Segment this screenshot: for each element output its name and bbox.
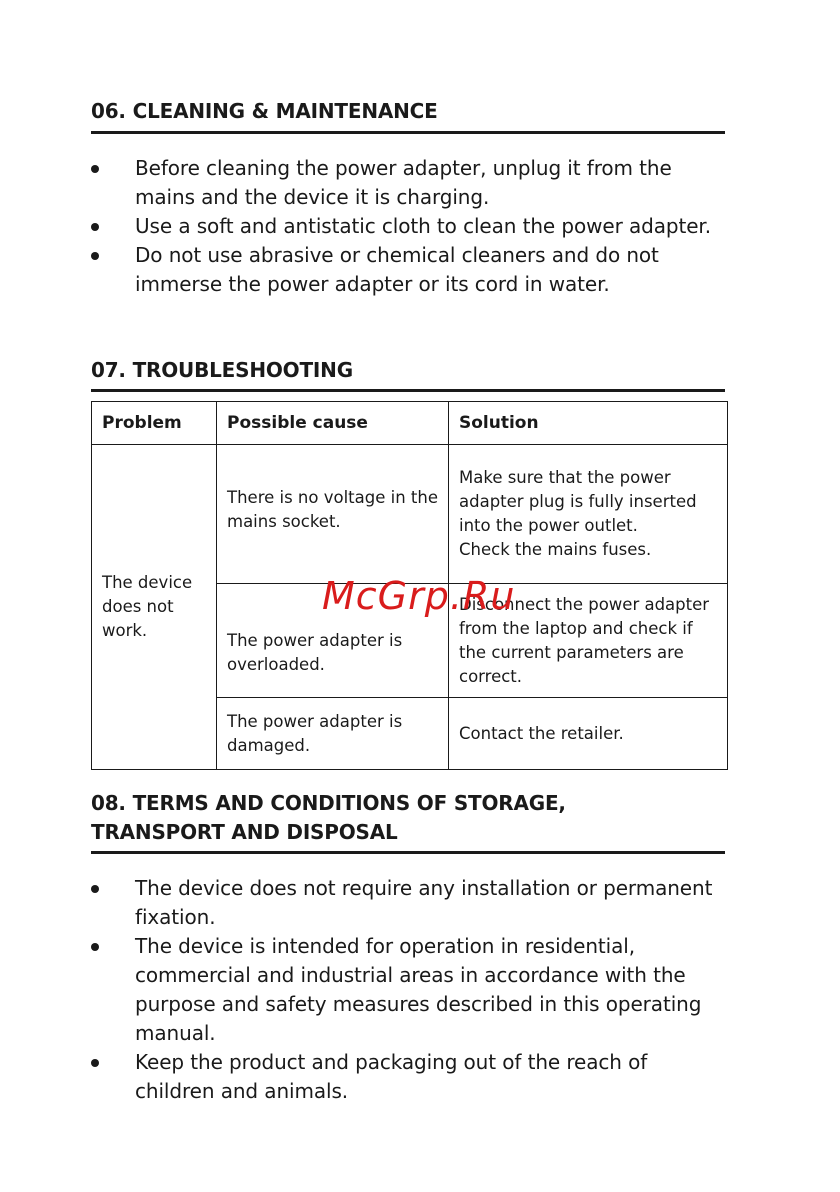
troubleshooting-divider	[91, 389, 725, 392]
table-header-row	[92, 402, 728, 445]
solution-cell: Make sure that the power adapter plug is fully inserted into the power outlet. Check the mains fuses.	[449, 445, 728, 584]
storage-item: Keep the product and packaging out of the reach of children and animals.	[91, 1048, 731, 1106]
cause-cell: The power adapter is overloaded.	[217, 584, 449, 698]
bullet-icon	[91, 223, 99, 231]
column-header-problem: Problem	[92, 402, 217, 445]
cleaning-item: Before cleaning the power adapter, unplug it from the mains and the device it is charging.	[91, 154, 731, 212]
storage-item: The device is intended for operation in residential, commercial and industrial areas in accordance with the purpose and safety measures described in this operating manual.	[91, 932, 731, 1048]
cleaning-divider	[91, 131, 725, 134]
storage-heading: 08. TERMS AND CONDITIONS OF STORAGE, TRANSPORT AND DISPOSAL	[91, 791, 566, 844]
bullet-icon	[91, 252, 99, 260]
storage-divider	[91, 851, 725, 854]
cleaning-item: Do not use abrasive or chemical cleaners and do not immerse the power adapter or its cord in water.	[91, 241, 731, 299]
cleaning-heading: 06. CLEANING & MAINTENANCE	[91, 99, 438, 123]
bullet-icon	[91, 885, 99, 893]
cause-cell: There is no voltage in the mains socket.	[217, 445, 449, 584]
column-header-solution: Solution	[449, 402, 728, 445]
column-header-cause: Possible cause	[217, 402, 449, 445]
storage-item: The device does not require any installation or permanent fixation.	[91, 874, 731, 932]
bullet-icon	[91, 165, 99, 173]
table-row	[92, 445, 728, 584]
cleaning-list	[91, 154, 731, 299]
bullet-icon	[91, 1059, 99, 1067]
troubleshooting-heading: 07. TROUBLESHOOTING	[91, 358, 353, 382]
cause-cell: The power adapter is damaged.	[217, 698, 449, 770]
cleaning-item: Use a soft and antistatic cloth to clean the power adapter.	[91, 212, 731, 241]
solution-cell: Disconnect the power adapter from the laptop and check if the current parameters are correct.	[449, 584, 728, 698]
problem-cell: The device does not work.	[92, 445, 217, 770]
bullet-icon	[91, 943, 99, 951]
storage-list	[91, 874, 731, 1106]
watermark: McGrp.Ru	[322, 574, 516, 618]
solution-cell: Contact the retailer.	[449, 698, 728, 770]
